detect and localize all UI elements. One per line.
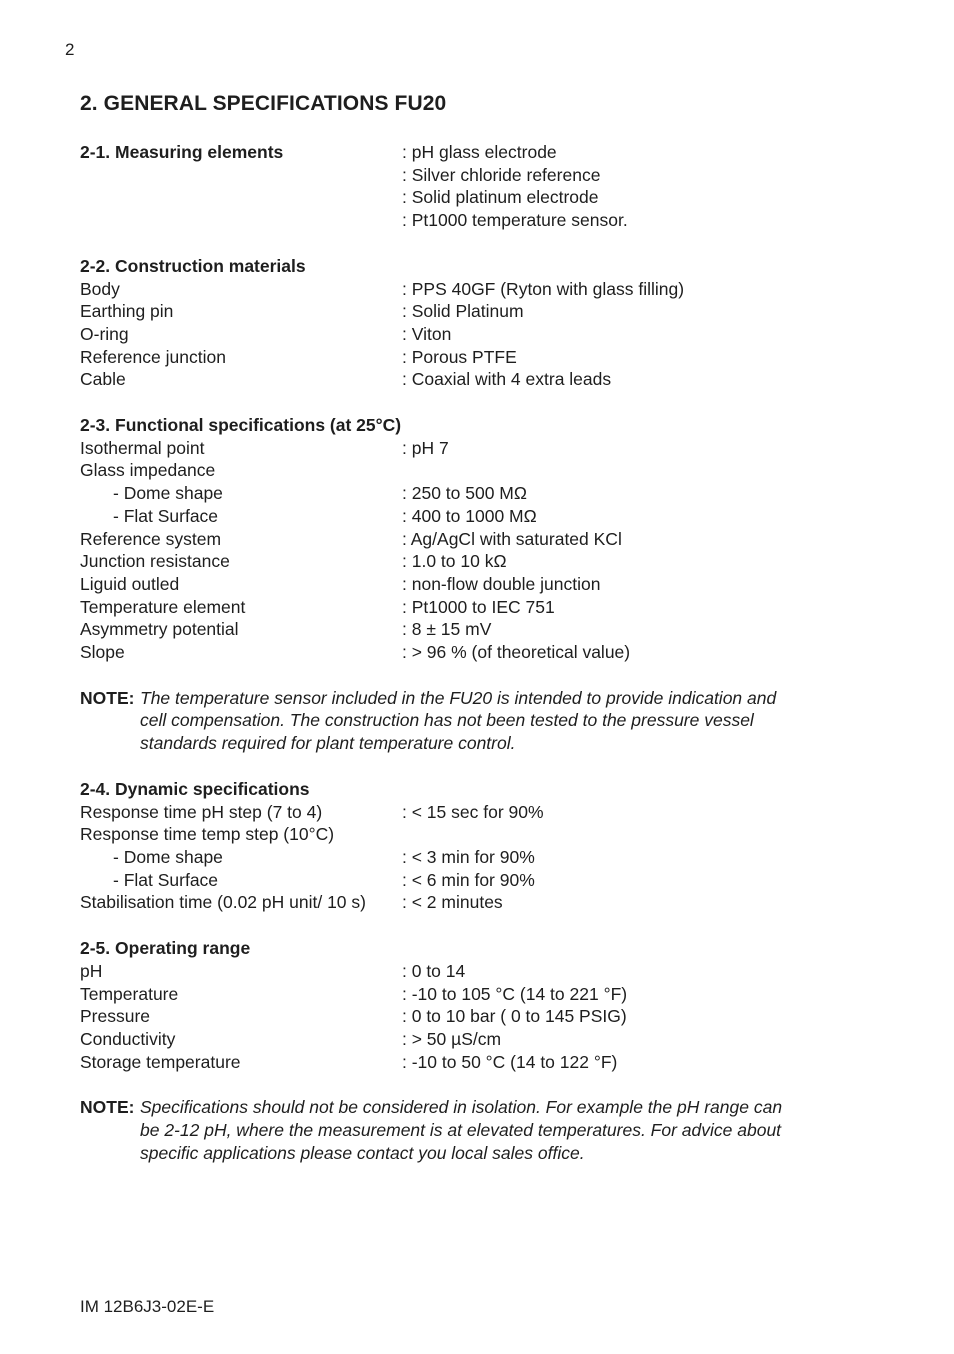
section-measuring-elements xyxy=(80,141,840,232)
section-heading: 2-1. Measuring elements xyxy=(80,142,284,162)
note-text: The temperature sensor included in the FU20 is intended to provide indication and cell compensation. The construction has not been tested to the pressure vessel standards required for plant temperature control. xyxy=(140,687,777,754)
page-title: 2. GENERAL SPECIFICATIONS FU20 xyxy=(80,92,447,115)
spec-value: : < 15 sec for 90% xyxy=(402,801,544,822)
spec-label: Isothermal point xyxy=(80,437,205,458)
spec-label: Asymmetry potential xyxy=(80,619,239,640)
spec-row xyxy=(80,1005,840,1028)
spec-row xyxy=(80,528,840,551)
spec-value: : 400 to 1000 MΩ xyxy=(402,505,537,526)
spec-row xyxy=(80,960,840,983)
spec-row xyxy=(80,1051,840,1074)
spec-row xyxy=(80,573,840,596)
spec-label: - Dome shape xyxy=(113,483,223,504)
spec-label: Conductivity xyxy=(80,1028,176,1049)
spec-label: Stabilisation time (0.02 pH unit/ 10 s) xyxy=(80,892,366,913)
section-heading: 2-3. Functional specifications (at 25°C) xyxy=(80,415,402,436)
spec-label: - Flat Surface xyxy=(113,869,219,890)
spec-value: : Pt1000 temperature sensor. xyxy=(402,210,628,231)
section-functional-specifications xyxy=(80,414,840,664)
spec-value: : pH glass electrode xyxy=(402,142,557,162)
spec-value: : Viton xyxy=(402,323,452,344)
spec-row xyxy=(80,983,840,1006)
spec-row xyxy=(80,1028,840,1051)
spec-value: : 250 to 500 MΩ xyxy=(402,483,527,504)
page-number: 2 xyxy=(65,40,75,59)
spec-value: : < 2 minutes xyxy=(402,892,503,913)
spec-label: - Dome shape xyxy=(113,846,223,867)
spec-row xyxy=(80,869,840,892)
note-label: NOTE: xyxy=(80,687,135,708)
section-heading: 2-2. Construction materials xyxy=(80,255,306,276)
spec-row xyxy=(80,891,840,914)
spec-row xyxy=(80,368,840,391)
spec-value: : < 6 min for 90% xyxy=(402,869,535,890)
spec-row xyxy=(80,823,840,846)
spec-label: Temperature xyxy=(80,983,179,1004)
spec-label: Storage temperature xyxy=(80,1051,241,1072)
spec-value: : 1.0 to 10 kΩ xyxy=(402,551,507,572)
spec-value: : Pt1000 to IEC 751 xyxy=(402,596,555,617)
section-heading: 2-5. Operating range xyxy=(80,938,251,959)
note-text: Specifications should not be considered in isolation. For example the pH range can be 2-12 pH, where the measurement is at elevated temperatures. For advice about specific applications please contact you local sales office. xyxy=(140,1097,783,1163)
section-operating-range xyxy=(80,937,840,1073)
spec-label: O-ring xyxy=(80,323,129,344)
spec-label: pH xyxy=(80,960,103,981)
spec-row xyxy=(80,459,840,482)
spec-row xyxy=(80,278,840,301)
section-construction-materials xyxy=(80,255,840,391)
spec-row xyxy=(80,505,840,528)
spec-label: Earthing pin xyxy=(80,301,174,322)
spec-value: : 8 ± 15 mV xyxy=(402,619,492,640)
spec-label: Response time pH step (7 to 4) xyxy=(80,801,323,822)
spec-label: Body xyxy=(80,278,120,299)
document-code-footer: IM 12B6J3-02E-E xyxy=(80,1297,215,1316)
spec-row xyxy=(80,846,840,869)
spec-value: : Coaxial with 4 extra leads xyxy=(402,369,612,390)
spec-label: Glass impedance xyxy=(80,460,216,481)
spec-value: : pH 7 xyxy=(402,437,449,458)
spec-row xyxy=(80,596,840,619)
spec-label: Cable xyxy=(80,369,126,390)
spec-label: - Flat Surface xyxy=(113,505,219,526)
section-dynamic-specifications xyxy=(80,778,840,914)
spec-value: : Silver chloride reference xyxy=(402,164,601,185)
spec-value: : Porous PTFE xyxy=(402,346,517,367)
spec-label: Liguid outled xyxy=(80,573,180,594)
spec-value: : < 3 min for 90% xyxy=(402,846,535,867)
spec-value: : PPS 40GF (Ryton with glass filling) xyxy=(402,278,685,299)
spec-value: : 0 to 10 bar ( 0 to 145 PSIG) xyxy=(402,1006,627,1027)
note-temperature-sensor xyxy=(80,687,840,755)
spec-row xyxy=(80,300,840,323)
spec-row xyxy=(80,346,840,369)
spec-row xyxy=(80,164,840,187)
spec-label: Temperature element xyxy=(80,596,246,617)
spec-value: : Ag/AgCl with saturated KCl xyxy=(402,528,622,549)
spec-value: : -10 to 50 °C (14 to 122 °F) xyxy=(402,1051,618,1072)
note-label: NOTE: xyxy=(80,1097,135,1118)
spec-label: Reference junction xyxy=(80,346,226,367)
spec-row xyxy=(80,550,840,573)
spec-row xyxy=(80,437,840,460)
spec-label: Pressure xyxy=(80,1006,151,1027)
spec-value: : Solid platinum electrode xyxy=(402,187,599,208)
spec-row xyxy=(80,209,840,232)
spec-label: Junction resistance xyxy=(80,551,230,572)
spec-label: Reference system xyxy=(80,528,222,549)
spec-row xyxy=(80,141,840,164)
note-specifications xyxy=(80,1096,840,1164)
spec-row xyxy=(80,323,840,346)
spec-label: Response time temp step (10°C) xyxy=(80,824,335,845)
spec-value: : > 96 % (of theoretical value) xyxy=(402,642,631,663)
spec-content xyxy=(80,141,840,1187)
spec-row xyxy=(80,186,840,209)
spec-row xyxy=(80,801,840,824)
spec-label: Slope xyxy=(80,642,125,663)
section-heading: 2-4. Dynamic specifications xyxy=(80,778,310,799)
spec-value: : non-flow double junction xyxy=(402,573,601,594)
spec-value: : 0 to 14 xyxy=(402,960,466,981)
spec-row xyxy=(80,618,840,641)
spec-value: : Solid Platinum xyxy=(402,301,524,322)
spec-value: : -10 to 105 °C (14 to 221 °F) xyxy=(402,983,628,1004)
spec-value: : > 50 µS/cm xyxy=(402,1028,502,1049)
spec-row xyxy=(80,482,840,505)
spec-row xyxy=(80,641,840,664)
